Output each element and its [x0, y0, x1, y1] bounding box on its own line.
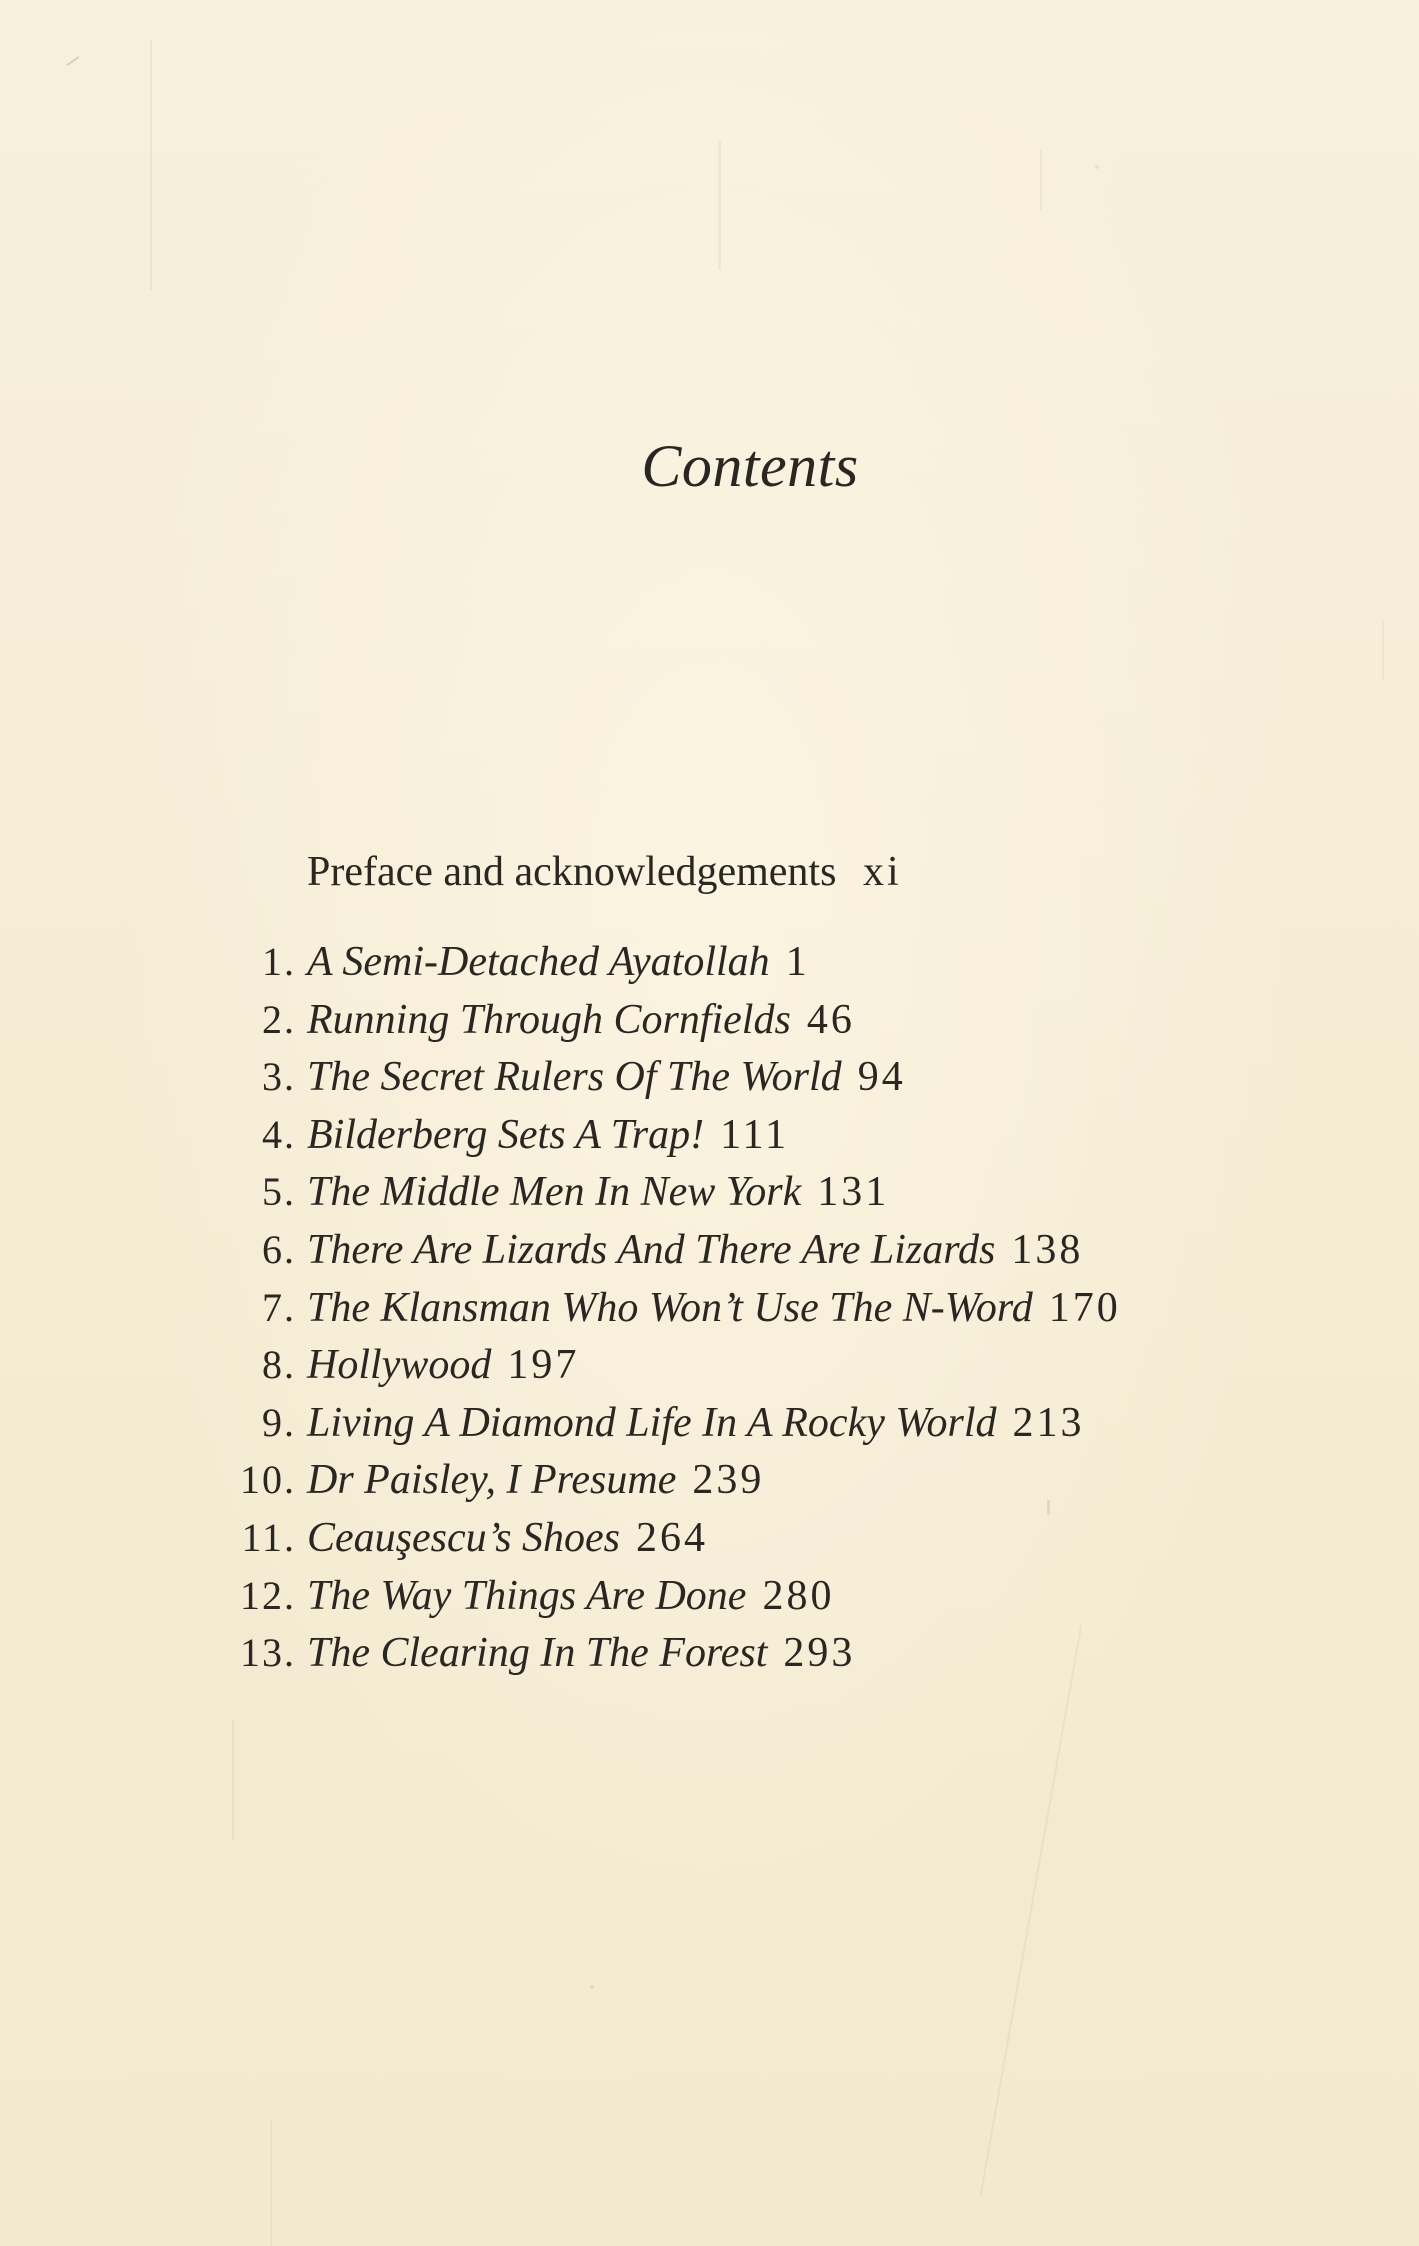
chapter-number: 1.	[262, 939, 296, 984]
chapter-page-number: 213	[1012, 1399, 1085, 1446]
paper-mark	[1040, 150, 1042, 210]
chapter-number: 3.	[262, 1054, 296, 1100]
preface-page-number: xi	[862, 849, 902, 895]
page-title: Contents	[641, 433, 859, 499]
paper-mark	[270, 2120, 272, 2246]
table-of-contents	[0, 938, 1419, 1687]
paper-mark	[980, 1624, 1083, 2196]
toc-entry	[0, 1514, 1419, 1572]
paper-mark	[67, 56, 80, 66]
chapter-title: Living A Diamond Life In A Rocky World	[307, 1399, 997, 1446]
toc-entry	[0, 1168, 1419, 1226]
chapter-number: 4.	[262, 1111, 296, 1157]
toc-entry	[0, 1284, 1419, 1342]
chapter-page-number: 293	[783, 1630, 856, 1677]
chapter-page-number: 1	[785, 939, 810, 985]
toc-entry	[0, 1226, 1419, 1284]
chapter-page-number: 46	[806, 996, 855, 1043]
chapter-page-number: 111	[720, 1111, 789, 1158]
paper-mark	[718, 140, 721, 270]
paper-mark	[232, 1720, 234, 1840]
preface-entry	[307, 848, 902, 896]
chapter-number: 8.	[262, 1342, 296, 1388]
toc-entry	[0, 1629, 1419, 1687]
chapter-title: The Way Things Are Done	[307, 1572, 747, 1619]
chapter-page-number: 131	[817, 1169, 890, 1216]
chapter-number: 5.	[262, 1169, 296, 1215]
toc-entry	[0, 1572, 1419, 1630]
chapter-title: The Middle Men In New York	[307, 1169, 802, 1216]
chapter-number: 11.	[241, 1514, 296, 1560]
paper-mark	[1095, 165, 1099, 169]
chapter-title: The Clearing In The Forest	[307, 1630, 768, 1677]
chapter-title: Running Through Cornfields	[307, 996, 791, 1043]
chapter-page-number: 264	[636, 1514, 709, 1561]
paper-mark	[150, 40, 152, 290]
chapter-number: 13.	[240, 1630, 296, 1676]
chapter-number: 12.	[240, 1572, 296, 1618]
chapter-title: Hollywood	[307, 1342, 492, 1389]
chapter-title: There Are Lizards And There Are Lizards	[307, 1226, 996, 1273]
paper-mark	[1382, 620, 1384, 680]
chapter-title: The Klansman Who Won’t Use The N-Word	[307, 1284, 1033, 1331]
chapter-title: Ceauşescu’s Shoes	[307, 1514, 621, 1561]
toc-entry	[0, 996, 1419, 1054]
toc-entry	[0, 1111, 1419, 1169]
preface-label: Preface and acknowledgements	[307, 849, 837, 895]
toc-entry	[0, 1399, 1419, 1457]
chapter-number: 9.	[262, 1399, 296, 1445]
chapter-number: 7.	[262, 1284, 296, 1330]
chapter-page-number: 197	[507, 1342, 580, 1389]
chapter-page-number: 94	[857, 1054, 906, 1101]
chapter-title: The Secret Rulers Of The World	[307, 1054, 842, 1101]
chapter-title: Bilderberg Sets A Trap!	[307, 1111, 705, 1158]
paper-mark	[590, 1985, 594, 1989]
chapter-title: A Semi-Detached Ayatollah	[307, 939, 770, 985]
toc-entry	[0, 938, 1419, 996]
chapter-page-number: 138	[1011, 1226, 1084, 1273]
chapter-page-number: 280	[762, 1572, 835, 1619]
chapter-page-number: 170	[1048, 1284, 1121, 1331]
chapter-number: 6.	[262, 1226, 296, 1272]
toc-entry	[0, 1053, 1419, 1111]
chapter-page-number: 239	[692, 1457, 765, 1504]
toc-entry	[0, 1341, 1419, 1399]
chapter-number: 2.	[262, 996, 296, 1042]
toc-entry	[0, 1456, 1419, 1514]
chapter-title: Dr Paisley, I Presume	[307, 1457, 677, 1504]
chapter-number: 10.	[240, 1457, 296, 1503]
